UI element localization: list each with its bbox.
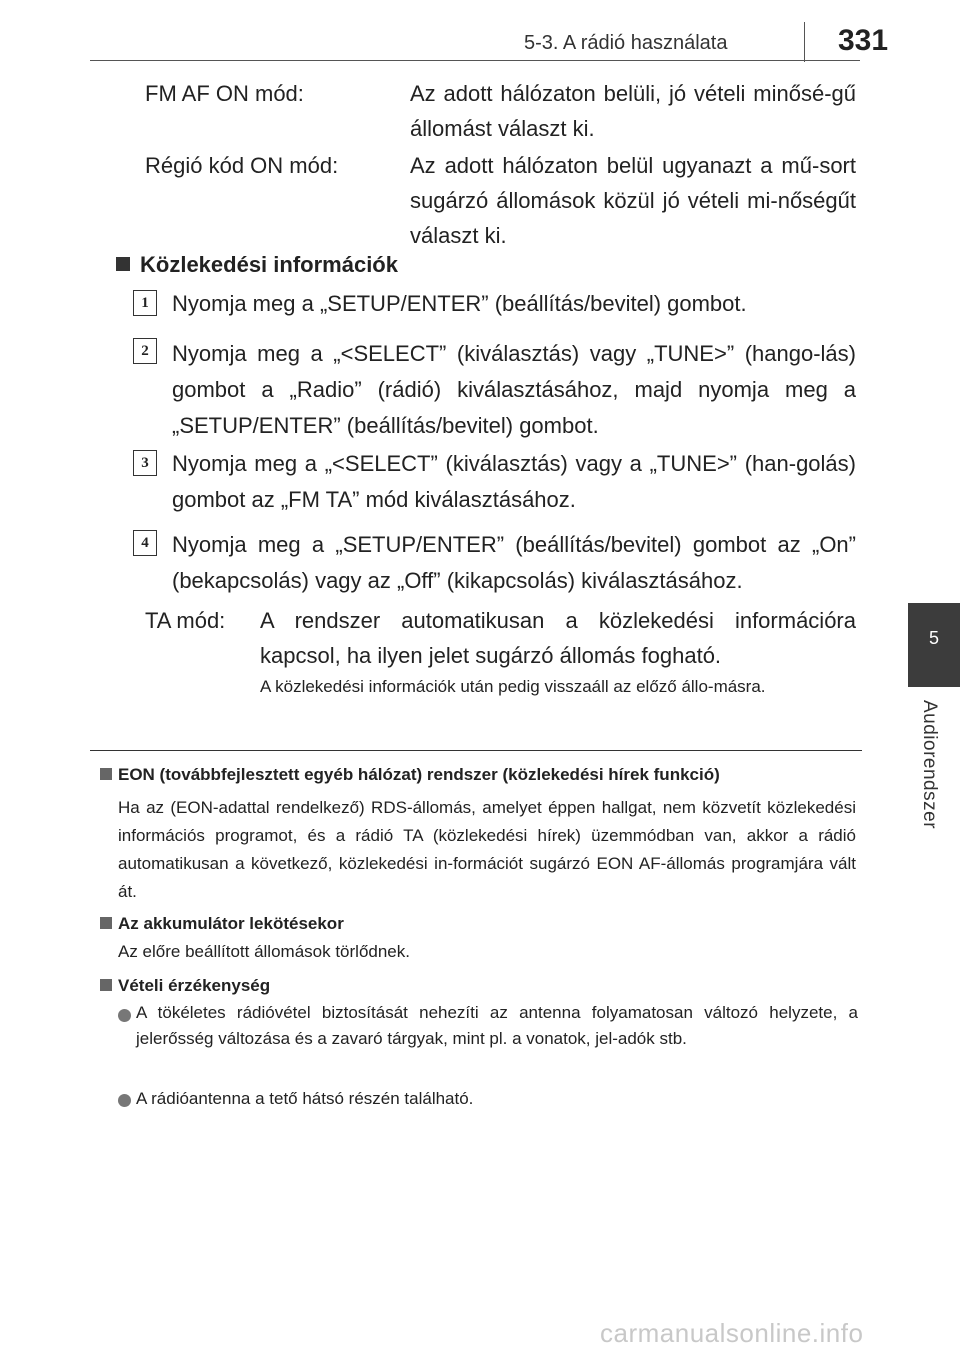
chapter-label: Audiorendszer xyxy=(919,700,940,830)
ta-mode-note: A közlekedési információk után pedig visszaáll az előző állo-másra. xyxy=(260,677,766,696)
note-title-eon xyxy=(100,763,870,787)
def-desc-fm-af: Az adott hálózaton belüli, jó vételi minősé-gű állomást választ ki. xyxy=(410,81,856,141)
def-term-fm-af: FM AF ON mód: xyxy=(145,81,304,106)
step-number: 3 xyxy=(133,450,157,476)
step-number: 4 xyxy=(133,530,157,556)
note-title-battery xyxy=(100,912,344,936)
note-title-eon-text: EON (továbbfejlesztett egyéb hálózat) rendszer (közlekedési hírek funkció) xyxy=(118,765,720,784)
step-text: Nyomja meg a „<SELECT” (kiválasztás) vagy a „TUNE>” (han-golás) gombot az „FM TA” mód kiválasztásához. xyxy=(172,451,856,512)
step-text: Nyomja meg a „<SELECT” (kiválasztás) vagy „TUNE>” (hango-lás) gombot a „Radio” (rádió) kiválasztásához, majd nyomja meg a „SETUP/ENTER” (beállítás/bevitel) gombot. xyxy=(172,341,856,438)
square-bullet-icon xyxy=(116,257,130,271)
round-bullet-icon xyxy=(118,1009,131,1022)
note-title-sensitivity-text: Vételi érzékenység xyxy=(118,976,271,995)
section-header: 5-3. A rádió használata xyxy=(524,32,728,54)
step-text: Nyomja meg a „SETUP/ENTER” (beállítás/bevitel) gombot az „On” (bekapcsolás) vagy az „Off” (kikapcsolás) kiválasztásához. xyxy=(172,532,856,593)
note-text-battery: Az előre beállított állomások törlődnek. xyxy=(118,942,410,961)
note-title-sensitivity xyxy=(100,974,270,998)
square-bullet-icon xyxy=(100,979,112,991)
notes-divider xyxy=(90,750,862,751)
section-title xyxy=(116,250,398,280)
ta-mode-term: TA mód: xyxy=(145,608,226,633)
page-number: 331 xyxy=(838,24,889,57)
header-rule xyxy=(90,60,860,61)
ta-mode-desc: A rendszer automatikusan a közlekedési információra kapcsol, ha ilyen jelet sugárzó állomás fogható. xyxy=(260,608,856,668)
step-number: 1 xyxy=(133,290,157,316)
note-bullet-text: A tökéletes rádióvétel biztosítását nehezíti az antenna folyamatosan változó helyzete, a jelerősség változása és a zavaró tárgyak, mint pl. a vonatok, jel-adók stb. xyxy=(136,1003,858,1048)
step-text: Nyomja meg a „SETUP/ENTER” (beállítás/bevitel) gombot. xyxy=(172,291,747,316)
chapter-number: 5 xyxy=(928,628,939,648)
square-bullet-icon xyxy=(100,917,112,929)
square-bullet-icon xyxy=(100,768,112,780)
section-title-text: Közlekedési információk xyxy=(140,252,398,277)
note-title-battery-text: Az akkumulátor lekötésekor xyxy=(118,914,344,933)
def-term-region: Régió kód ON mód: xyxy=(145,153,339,178)
note-bullet-text: A rádióantenna a tető hátsó részén található. xyxy=(136,1089,474,1108)
round-bullet-icon xyxy=(118,1094,131,1107)
step-number: 2 xyxy=(133,338,157,364)
def-desc-region: Az adott hálózaton belül ugyanazt a mű-sort sugárzó állomások közül jó vételi mi-nőségűt választ ki. xyxy=(410,153,856,248)
header-divider xyxy=(804,22,805,62)
note-text-eon: Ha az (EON-adattal rendelkező) RDS-állomás, amelyet éppen hallgat, nem közvetít közlekedési információs programot, és a rádió TA (közlekedési hírek) üzemmódban van, akkor a rádió automatikusan a következő, közlekedési in-formációt sugárzó EON AF-állomás programjára vált át. xyxy=(118,798,856,901)
watermark: carmanualsonline.info xyxy=(600,1318,864,1348)
